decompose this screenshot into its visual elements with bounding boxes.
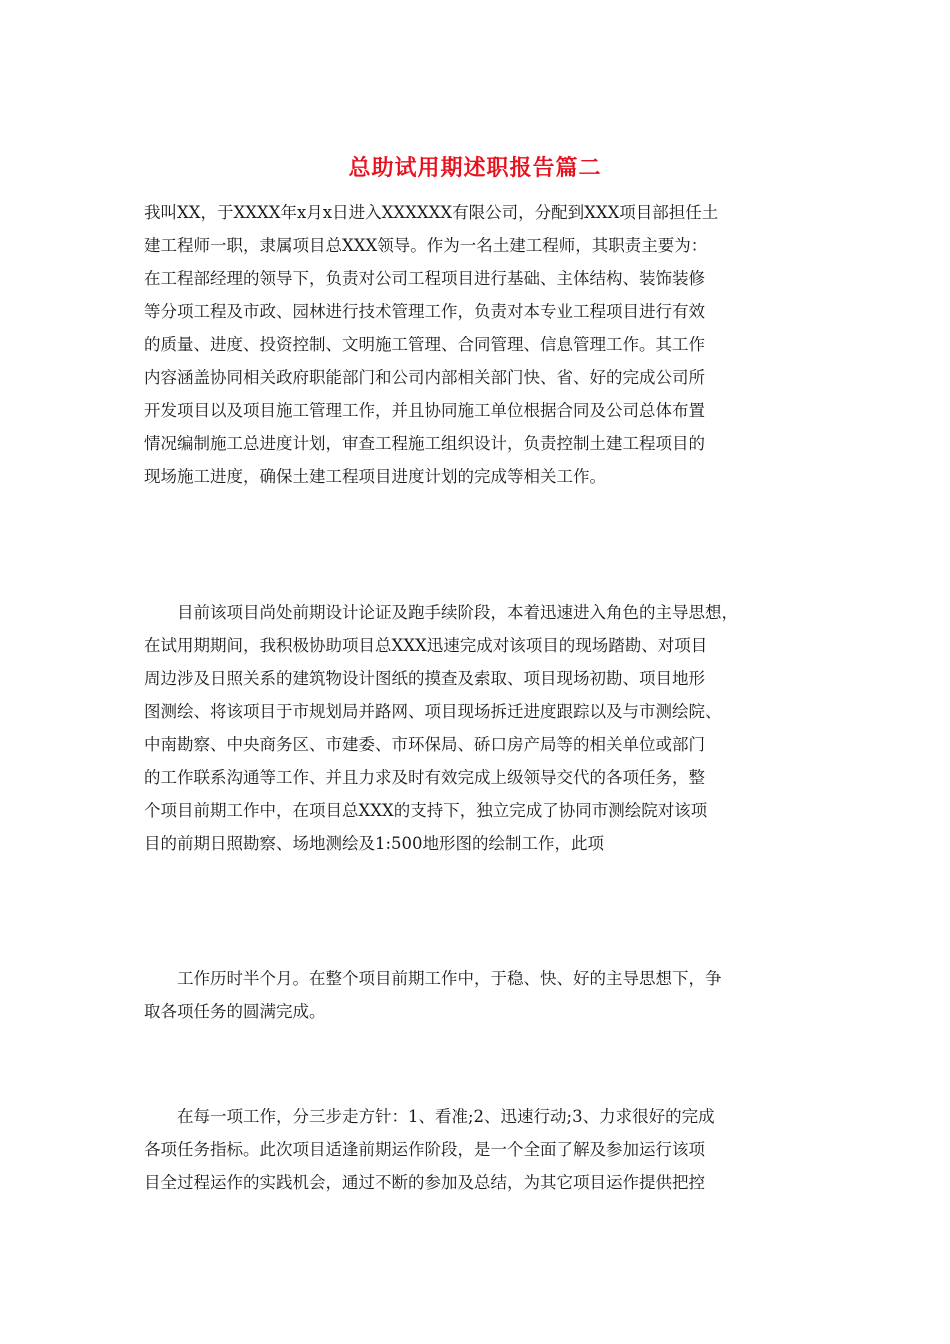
paragraph-line: 目的前期日照勘察、场地测绘及1:500地形图的绘制工作，此项 (144, 834, 605, 853)
paragraph-line: 个项目前期工作中，在项目总XXX的支持下，独立完成了协同市测绘院对该项 (144, 801, 708, 820)
paragraph-line: 开发项目以及项目施工管理工作，并且协同施工单位根据合同及公司总体布置 (144, 401, 705, 420)
paragraph-line: 在工程部经理的领导下，负责对公司工程项目进行基础、主体结构、装饰装修 (144, 269, 705, 288)
paragraph-line: 中南勘察、中央商务区、市建委、市环保局、硚口房产局等的相关单位或部门 (144, 735, 705, 754)
paragraph-line: 各项任务指标。此次项目适逢前期运作阶段，是一个全面了解及参加运行该项 (144, 1140, 705, 1159)
paragraph-line: 建工程师一职，隶属项目总XXX领导。作为一名土建工程师，其职责主要为： (144, 236, 708, 255)
paragraph-line: 取各项任务的圆满完成。 (144, 1002, 326, 1021)
paragraph-line: 内容涵盖协同相关政府职能部门和公司内部相关部门快、省、好的完成公司所 (144, 368, 705, 387)
paragraph-1 (144, 196, 824, 493)
paragraph-line: 周边涉及日照关系的建筑物设计图纸的摸查及索取、项目现场初勘、项目地形 (144, 669, 705, 688)
paragraph-line: 工作历时半个月。在整个项目前期工作中，于稳、快、好的主导思想下，争 (144, 969, 722, 988)
paragraph-line: 在试用期期间，我积极协助项目总XXX迅速完成对该项目的现场踏勘、对项目 (144, 636, 708, 655)
paragraph-line: 目前该项目尚处前期设计论证及跑手续阶段，本着迅速进入角色的主导思想， (144, 603, 738, 622)
paragraph-line: 图测绘、将该项目于市规划局并路网、项目现场拆迁进度跟踪以及与市测绘院、 (144, 702, 722, 721)
paragraph-line: 的质量、进度、投资控制、文明施工管理、合同管理、信息管理工作。其工作 (144, 335, 705, 354)
paragraph-3 (144, 962, 824, 1028)
document-title: 总助试用期述职报告篇二 (348, 156, 602, 181)
paragraph-line: 等分项工程及市政、园林进行技术管理工作，负责对本专业工程项目进行有效 (144, 302, 705, 321)
paragraph-2 (144, 596, 824, 860)
paragraph-line: 目全过程运作的实践机会，通过不断的参加及总结，为其它项目运作提供把控 (144, 1173, 705, 1192)
paragraph-line: 现场施工进度，确保土建工程项目进度计划的完成等相关工作。 (144, 467, 606, 486)
paragraph-line: 在每一项工作，分三步走方针：1、看准;2、迅速行动;3、力求很好的完成 (144, 1107, 715, 1126)
paragraph-line: 的工作联系沟通等工作、并且力求及时有效完成上级领导交代的各项任务，整 (144, 768, 705, 787)
paragraph-4 (144, 1100, 824, 1199)
paragraph-line: 我叫XX，于XXXX年x月x日进入XXXXXX有限公司，分配到XXX项目部担任土 (144, 203, 719, 222)
paragraph-line: 情况编制施工总进度计划，审查工程施工组织设计，负责控制土建工程项目的 (144, 434, 705, 453)
